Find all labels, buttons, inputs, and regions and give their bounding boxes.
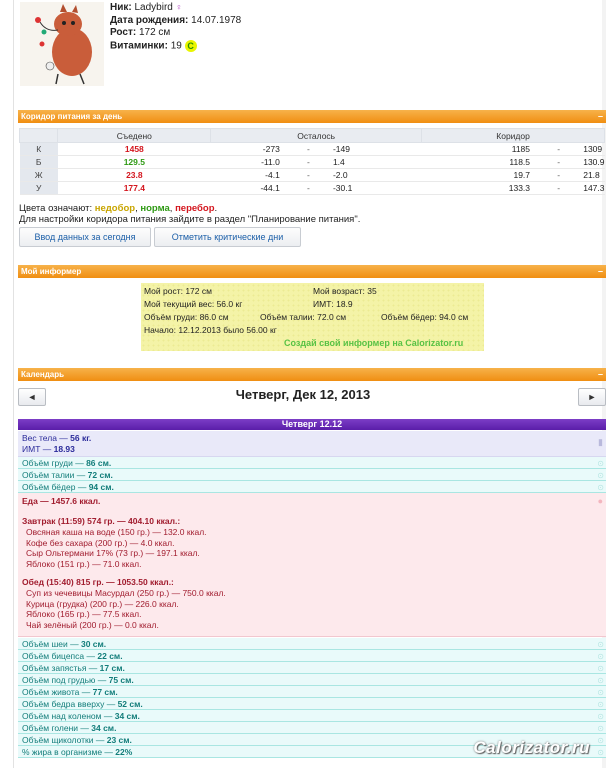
informer-waist: Объём талии: 72.0 см bbox=[260, 312, 347, 322]
measurement-row[interactable] bbox=[18, 457, 606, 469]
corridor-range-to: 21.8 bbox=[583, 169, 604, 182]
corridor-range-to: 1309 bbox=[583, 143, 604, 156]
corridor-row-label: Б bbox=[20, 156, 58, 169]
corridor-remaining-from: -273 bbox=[211, 143, 284, 156]
corridor-range-from: 133.3 bbox=[422, 182, 534, 195]
corridor-dash: - bbox=[534, 156, 583, 169]
measurement-row[interactable] bbox=[18, 481, 606, 493]
nick-value[interactable]: Ladybird bbox=[134, 2, 173, 13]
measurement-value: 77 см. bbox=[92, 687, 118, 697]
meal-item: Сыр Ольтермани 17% (73 гр.) — 197.1 ккал. bbox=[26, 548, 200, 558]
corridor-range-to: 147.3 bbox=[583, 183, 605, 193]
measurement-label: Объём груди — bbox=[22, 458, 87, 468]
measure-tape-icon: ⊙ bbox=[597, 483, 604, 492]
bmi-line bbox=[22, 444, 75, 454]
measurement-label: Объём запястья — bbox=[22, 663, 100, 673]
meal-header: Обед (15:40) 815 гр. — 1053.50 ккал.: bbox=[22, 577, 174, 587]
corridor-minimize-button[interactable]: – bbox=[597, 111, 603, 121]
measurement-row[interactable] bbox=[18, 722, 606, 734]
meal-item: Суп из чечевицы Масурдал (250 гр.) — 750.0 ккал. bbox=[26, 588, 226, 598]
height-label: Рост: bbox=[110, 27, 137, 38]
measure-tape-icon: ⊙ bbox=[597, 640, 604, 649]
weight-block[interactable] bbox=[18, 431, 606, 457]
measurement-value: 94 см. bbox=[88, 482, 114, 492]
informer-height: Мой рост: 172 см bbox=[144, 286, 212, 296]
measure-tape-icon: ⊙ bbox=[597, 459, 604, 468]
measurement-label: Объём бедра вверху — bbox=[22, 699, 118, 709]
corridor-range-from: 118.5 bbox=[422, 156, 534, 169]
measurement-label: Объём голени — bbox=[22, 723, 92, 733]
corridor-dash: - bbox=[284, 156, 333, 169]
measurement-value: 30 см. bbox=[80, 639, 107, 649]
food-block[interactable] bbox=[18, 493, 606, 637]
informer-weight: Мой текущий вес: 56.0 кг bbox=[144, 299, 243, 309]
corridor-row-label: У bbox=[20, 182, 58, 195]
corridor-dash: - bbox=[534, 169, 583, 182]
col-corridor: Коридор bbox=[422, 129, 605, 143]
informer-bmi: ИМТ: 18.9 bbox=[313, 299, 353, 309]
measure-tape-icon: ⊙ bbox=[597, 724, 604, 733]
corridor-dash: - bbox=[284, 143, 333, 156]
corridor-eaten: 23.8 bbox=[58, 169, 211, 182]
vitamin-badge-icon[interactable]: C bbox=[185, 40, 197, 52]
measurement-row[interactable] bbox=[18, 674, 606, 686]
corridor-remaining-to: -2.0 bbox=[333, 169, 422, 182]
informer-start: Начало: 12.12.2013 было 56.00 кг bbox=[144, 325, 277, 335]
corridor-panel-header bbox=[18, 110, 606, 123]
meal-item: Курица (грудка) (200 гр.) — 226.0 ккал. bbox=[26, 598, 179, 609]
food-icon: ● bbox=[597, 496, 603, 506]
measure-tape-icon: ⊙ bbox=[597, 736, 604, 745]
prev-day-button[interactable]: ◄ bbox=[18, 388, 46, 406]
corridor-header-empty bbox=[20, 129, 58, 143]
meal-item: Овсяная каша на воде (150 гр.) — 132.0 ккал. bbox=[26, 527, 207, 537]
col-eaten: Съедено bbox=[58, 129, 211, 143]
corridor-row bbox=[20, 169, 605, 182]
weight-line bbox=[22, 433, 91, 443]
corridor-eaten: 177.4 bbox=[58, 182, 211, 195]
legend-sep1: , bbox=[135, 203, 141, 214]
day-header: Четверг 12.12 bbox=[18, 419, 606, 430]
informer-create-link[interactable]: Создай свой информер на Calorizator.ru bbox=[284, 338, 464, 348]
informer-widget[interactable] bbox=[141, 283, 484, 351]
birth-value: 14.07.1978 bbox=[191, 14, 242, 26]
measurement-value: 75 см. bbox=[108, 675, 134, 685]
measure-tape-icon: ⊙ bbox=[597, 700, 604, 709]
measurement-row[interactable] bbox=[18, 469, 606, 481]
measure-tape-icon: ⊙ bbox=[597, 652, 604, 661]
corridor-row-label: К bbox=[20, 143, 58, 156]
measurement-row[interactable] bbox=[18, 698, 606, 710]
corridor-remaining-from: -44.1 bbox=[211, 182, 284, 195]
vitamins-label: Витаминки: bbox=[110, 40, 168, 52]
calendar-title: Календарь bbox=[21, 370, 65, 379]
informer-age: Мой возраст: 35 bbox=[313, 286, 377, 296]
corridor-range-to: 130.9 bbox=[583, 157, 605, 167]
measurement-label: Объём над коленом — bbox=[22, 711, 115, 721]
measurement-value: 17 см. bbox=[99, 663, 125, 673]
profile-info bbox=[110, 1, 241, 53]
weight-value: 56 кг. bbox=[70, 433, 92, 443]
food-total: Еда — 1457.6 ккал. bbox=[22, 496, 101, 506]
measurement-value: 22% bbox=[115, 747, 133, 757]
measurement-row[interactable] bbox=[18, 686, 606, 698]
vitamins-value: 19 bbox=[170, 40, 182, 52]
weight-label: Вес тела — bbox=[22, 433, 71, 443]
corridor-remaining-to: 1.4 bbox=[333, 156, 422, 169]
bmi-value: 18.93 bbox=[53, 444, 75, 454]
avatar[interactable] bbox=[20, 2, 104, 86]
measurement-value: 23 см. bbox=[106, 735, 132, 745]
measure-tape-icon: ⊙ bbox=[597, 664, 604, 673]
corridor-remaining-from: -11.0 bbox=[211, 156, 284, 169]
page-left-border bbox=[13, 0, 14, 768]
corridor-row bbox=[20, 156, 605, 169]
measure-tape-icon: ⊙ bbox=[597, 676, 604, 685]
corridor-dash: - bbox=[284, 169, 333, 182]
corridor-settings-hint: Для настройки коридора питания зайдите в раздел "Планирование питания". bbox=[19, 214, 361, 225]
measurement-label: Объём щиколотки — bbox=[22, 735, 107, 745]
corridor-legend bbox=[19, 203, 360, 225]
measurement-value: 22 см. bbox=[97, 651, 123, 661]
informer-hips: Объём бёдер: 94.0 см bbox=[381, 312, 469, 322]
corridor-range-from: 19.7 bbox=[422, 169, 534, 182]
measure-tape-icon: ⊙ bbox=[597, 688, 604, 697]
corridor-eaten: 1458 bbox=[58, 143, 211, 156]
corridor-title: Коридор питания за день bbox=[21, 112, 123, 121]
enter-today-button[interactable]: Ввод данных за сегодня bbox=[19, 227, 151, 247]
meal-item: Кофе без сахара (200 гр.) — 4.0 ккал. bbox=[26, 537, 175, 548]
measurement-label: Объём шеи — bbox=[22, 639, 81, 649]
measurement-row[interactable] bbox=[18, 662, 606, 674]
legend-over: перебор bbox=[175, 203, 215, 214]
corridor-eaten: 129.5 bbox=[58, 156, 211, 169]
calendar-date-title: Четверг, Дек 12, 2013 bbox=[235, 387, 371, 402]
informer-chest: Объём груди: 86.0 см bbox=[144, 312, 229, 322]
measure-tape-icon: ⊙ bbox=[597, 471, 604, 480]
measurement-label: Объём живота — bbox=[22, 687, 93, 697]
measurement-row[interactable] bbox=[18, 650, 606, 662]
measurement-label: Объём бёдер — bbox=[22, 482, 89, 492]
meal-item: Яблоко (165 гр.) — 77.5 ккал. bbox=[26, 609, 142, 619]
corridor-remaining-from: -4.1 bbox=[211, 169, 284, 182]
informer-panel-header bbox=[18, 265, 606, 278]
legend-prefix: Цвета означают: bbox=[19, 203, 95, 214]
measurement-label: Объём талии — bbox=[22, 470, 88, 480]
corridor-remaining-to: -30.1 bbox=[333, 182, 422, 195]
legend-sep2: , bbox=[169, 203, 176, 214]
next-day-button[interactable]: ► bbox=[578, 388, 606, 406]
calendar-minimize-button[interactable]: – bbox=[597, 369, 603, 379]
calendar-panel-header bbox=[18, 368, 606, 381]
corridor-remaining-to: -149 bbox=[333, 143, 422, 156]
corridor-range-from: 1185 bbox=[422, 143, 534, 156]
legend-norm: норма bbox=[140, 203, 170, 214]
legend-under: недобор bbox=[94, 203, 136, 214]
measurement-value: 72 см. bbox=[87, 470, 113, 480]
informer-minimize-button[interactable]: – bbox=[597, 266, 603, 276]
profile-block bbox=[18, 0, 606, 100]
corridor-row bbox=[20, 143, 605, 156]
corridor-dash: - bbox=[284, 182, 333, 195]
col-remaining: Осталось bbox=[211, 129, 422, 143]
corridor-row-label: Ж bbox=[20, 169, 58, 182]
measurement-row[interactable] bbox=[18, 710, 606, 722]
meal-item: Чай зелёный (200 гр.) — 0.0 ккал. bbox=[26, 619, 159, 630]
informer-title: Мой информер bbox=[21, 267, 82, 276]
female-icon: ♀ bbox=[175, 2, 183, 12]
measurement-label: % жира в организме — bbox=[22, 747, 116, 757]
corridor-row bbox=[20, 182, 605, 195]
measurement-value: 34 см. bbox=[114, 711, 140, 721]
corridor-table bbox=[19, 128, 605, 195]
measurement-value: 34 см. bbox=[91, 723, 117, 733]
weight-scale-icon: ▮ bbox=[598, 437, 603, 447]
measurement-label: Объём под грудью — bbox=[22, 675, 109, 685]
legend-end: . bbox=[214, 203, 218, 214]
measurement-label: Объём бицепса — bbox=[22, 651, 98, 661]
mark-critical-days-button[interactable]: Отметить критические дни bbox=[154, 227, 301, 247]
measurement-value: 86 см. bbox=[86, 458, 112, 468]
meal-header: Завтрак (11:59) 574 гр. — 404.10 ккал.: bbox=[22, 516, 181, 526]
corridor-dash: - bbox=[534, 143, 583, 156]
measurement-value: 52 см. bbox=[117, 699, 143, 709]
measurement-row[interactable] bbox=[18, 638, 606, 650]
meal-item: Яблоко (151 гр.) — 71.0 ккал. bbox=[26, 558, 142, 569]
nick-label: Ник: bbox=[110, 2, 132, 13]
measure-tape-icon: ⊙ bbox=[597, 748, 604, 757]
watermark-logo: Calorizator.ru bbox=[473, 738, 590, 757]
birth-label: Дата рождения: bbox=[110, 14, 189, 26]
corridor-header-row bbox=[20, 129, 605, 143]
corridor-dash: - bbox=[534, 182, 583, 195]
height-value: 172 см bbox=[138, 27, 171, 38]
measure-tape-icon: ⊙ bbox=[597, 712, 604, 721]
bmi-label: ИМТ — bbox=[22, 444, 54, 454]
